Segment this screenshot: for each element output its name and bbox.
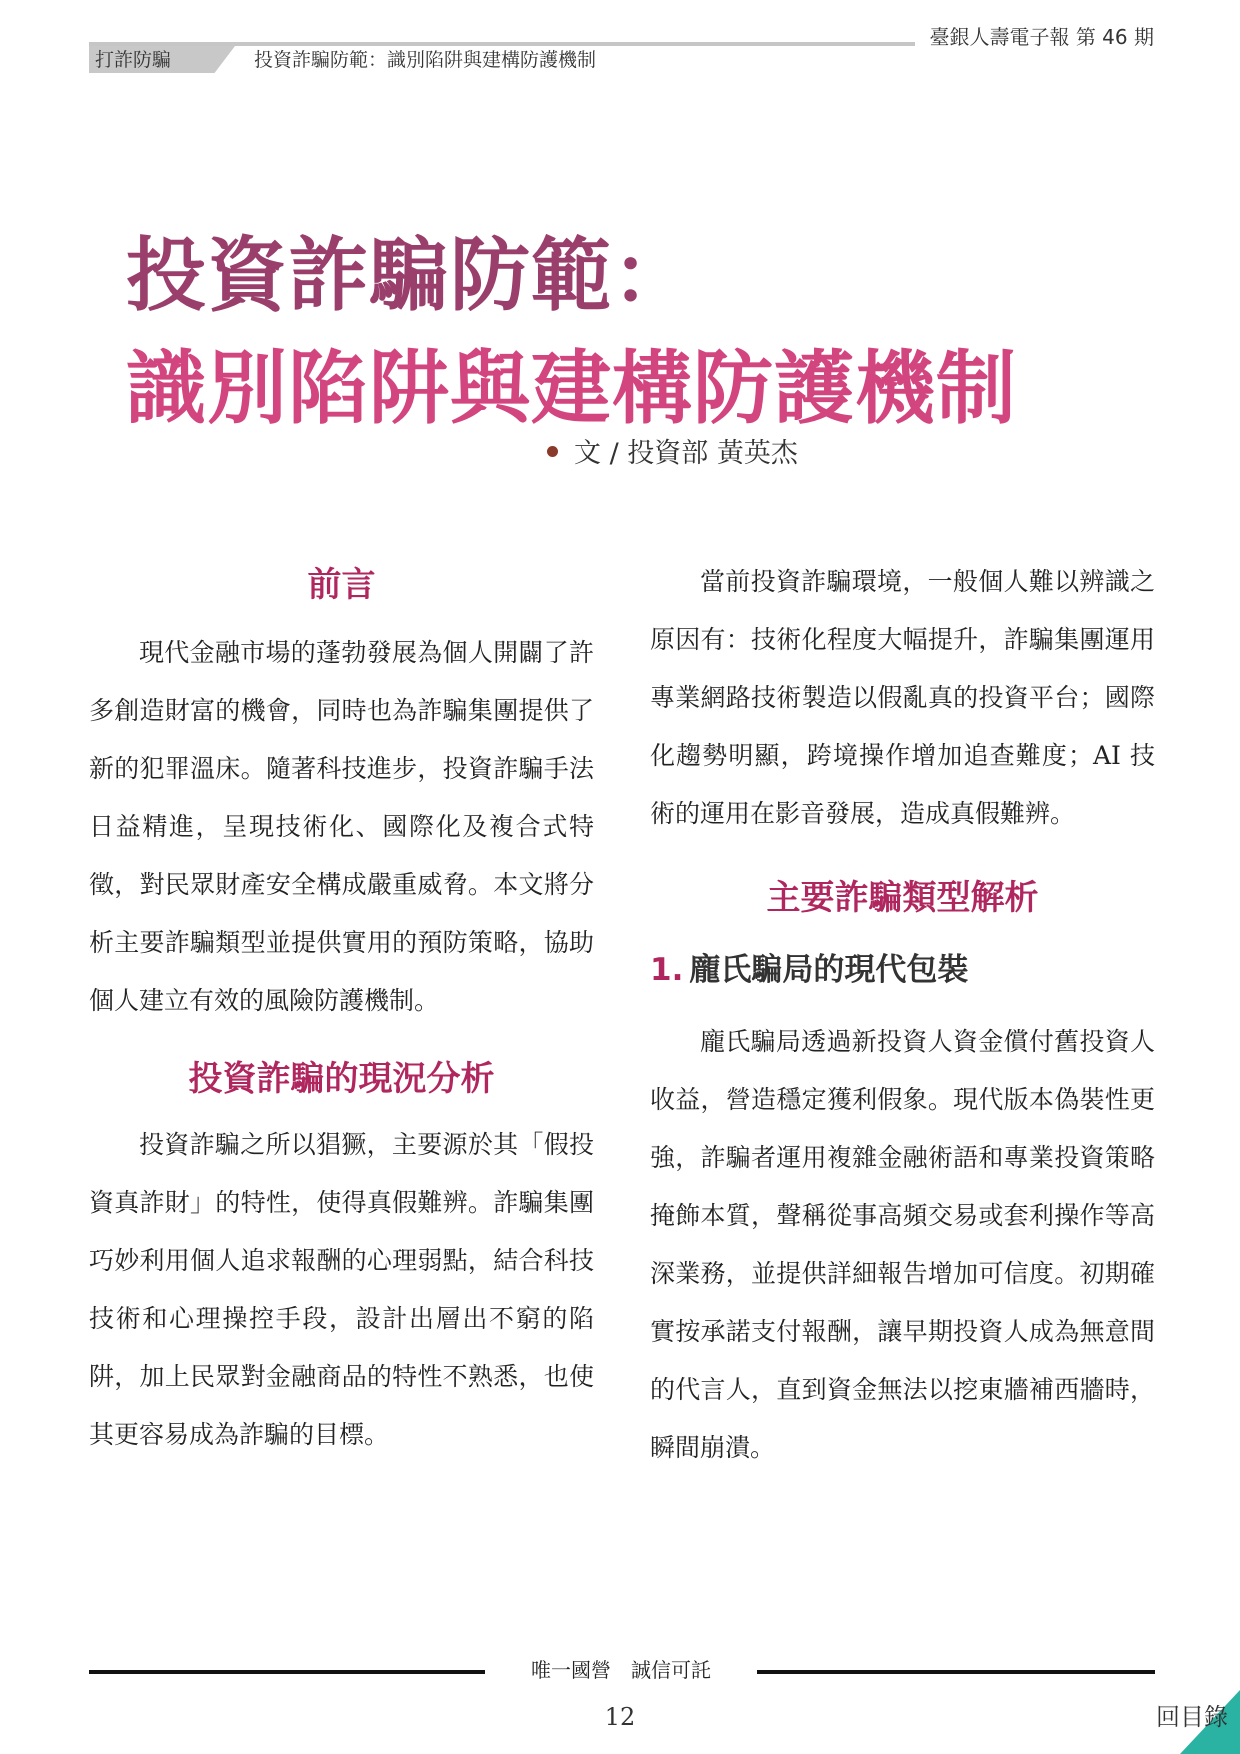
section-tab-label: 打詐防騙 <box>95 49 172 71</box>
intro-heading: 前言 <box>307 565 376 605</box>
page-number: 12 <box>604 1703 636 1731</box>
article-title-line-1: 投資詐騙防範： <box>126 228 693 322</box>
footer-motto: 唯一國營 誠信可託 <box>531 1658 711 1682</box>
environment-paragraph: 當前投資詐騙環境，一般個人難以辨識之原因有：技術化程度大幅提升，詐騙集團運用專業網路技術製造以假亂真的投資平台；國際化趨勢明顯，跨境操作增加追查難度；AI 技術的運用在影音發展，造成真假難辨。 <box>650 567 1155 828</box>
footer-rule-right <box>757 1670 1155 1674</box>
type1-paragraph: 龐氏騙局透過新投資人資金償付舊投資人收益，營造穩定獲利假象。現代版本偽裝性更強，詐騙者運用複雜金融術語和專業投資策略掩飾本質，聲稱從事高頻交易或套利操作等高深業務，並提供詳細報告增加可信度。初期確實按承諾支付報酬，讓早期投資人成為無意間的代言人，直到資金無法以挖東牆補西牆時，瞬間崩潰。 <box>650 1027 1155 1462</box>
back-to-contents-link[interactable]: 回目錄 <box>1156 1703 1228 1731</box>
author-byline <box>547 434 798 474</box>
article-title-line-2: 識別陷阱與建構防護機制 <box>126 341 1017 435</box>
footer-rule-left <box>89 1670 485 1674</box>
bullet-icon <box>547 446 558 457</box>
issue-label: 臺銀人壽電子報 第 46 期 <box>929 25 1154 49</box>
type1-subheading <box>650 945 1155 995</box>
types-heading: 主要詐騙類型解析 <box>766 878 1039 918</box>
status-heading: 投資詐騙的現況分析 <box>188 1059 495 1099</box>
author-text: 文 / 投資部 黃英杰 <box>574 438 798 469</box>
running-title: 投資詐騙防範：識別陷阱與建構防護機制 <box>254 49 597 71</box>
intro-paragraph: 現代金融市場的蓬勃發展為個人開闢了許多創造財富的機會，同時也為詐騙集團提供了新的犯罪溫床。隨著科技進步，投資詐騙手法日益精進，呈現技術化、國際化及複合式特徵，對民眾財產安全構成嚴重威脅。本文將分析主要詐騙類型並提供實用的預防策略，協助個人建立有效的風險防護機制。 <box>89 638 594 1015</box>
right-column <box>650 553 1155 1477</box>
left-column <box>89 560 594 1464</box>
type1-number: 1. <box>650 952 684 988</box>
type1-title: 龐氏騙局的現代包裝 <box>689 952 969 988</box>
status-paragraph: 投資詐騙之所以猖獗，主要源於其「假投資真詐財」的特性，使得真假難辨。詐騙集團巧妙利用個人追求報酬的心理弱點，結合科技技術和心理操控手段，設計出層出不窮的陷阱，加上民眾對金融商品的特性不熟悉，也使其更容易成為詐騙的目標。 <box>89 1130 594 1449</box>
header-rule <box>89 42 915 46</box>
